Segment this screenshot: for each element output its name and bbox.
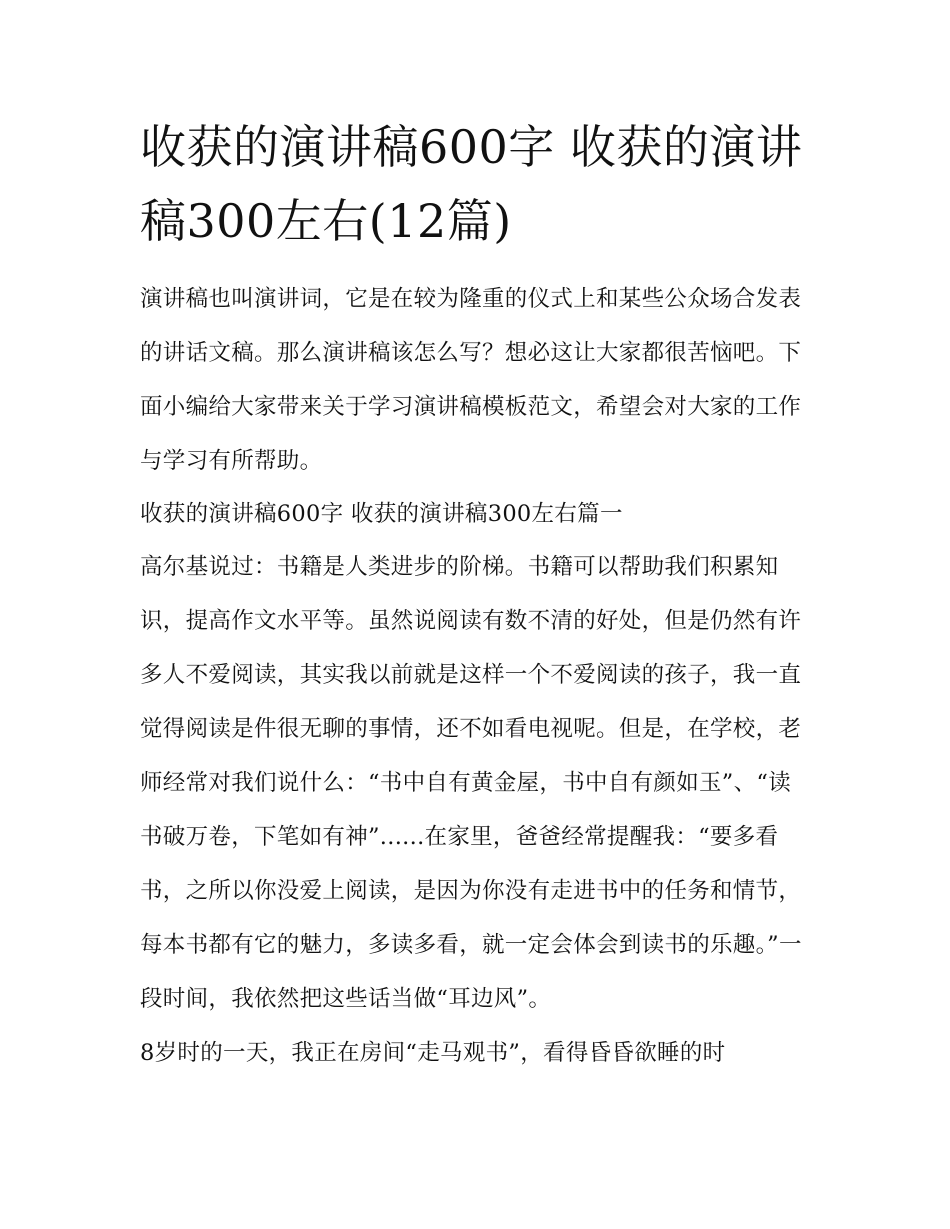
document-title: 收获的演讲稿600字 收获的演讲稿300左右(12篇) bbox=[140, 120, 803, 248]
intro-paragraph: 演讲稿也叫演讲词，它是在较为隆重的仪式上和某些公众场合发表的讲话文稿。那么演讲稿该怎么写？想必这让大家都很苦恼吧。下面小编给大家带来关于学习演讲稿模板范文，希望会对大家的工作与学习有所帮助。 bbox=[140, 286, 802, 474]
body-paragraph-1: 高尔基说过：书籍是人类进步的阶梯。书籍可以帮助我们积累知识，提高作文水平等。虽然说阅读有数不清的好处，但是仍然有许多人不爱阅读，其实我以前就是这样一个不爱阅读的孩子，我一直觉得阅读是件很无聊的事情，还不如看电视呢。但是，在学校，老师经常对我们说什么：“书中自有黄金屋，书中自有颜如玉”、“读书破万卷，下笔如有神”......在家里，爸爸经常提醒我：“要多看书，之所以你没爱上阅读，是因为你没有走进书中的任务和情节，每本书都有它的魅力，多读多看，就一定会体会到读书的乐趣。”一段时间，我依然把这些话当做“耳边风”。 bbox=[140, 554, 802, 1012]
section-heading: 收获的演讲稿600字 收获的演讲稿300左右篇一 bbox=[140, 501, 623, 527]
body-paragraph-2: 8岁时的一天，我正在房间“走马观书”，看得昏昏欲睡的时 bbox=[140, 1040, 726, 1066]
